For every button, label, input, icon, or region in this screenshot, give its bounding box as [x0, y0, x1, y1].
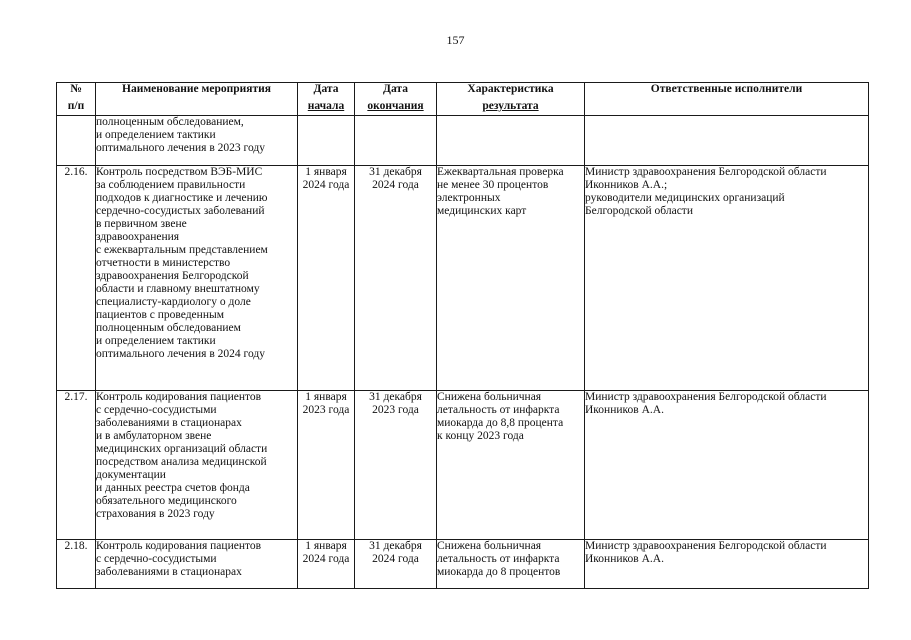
table-header-row — [57, 83, 869, 116]
cell-end: 31 декабря 2024 года — [355, 166, 437, 391]
cell-end: 31 декабря 2023 года — [355, 391, 437, 540]
table-row — [57, 391, 869, 540]
cell-number: 2.16. — [57, 166, 96, 391]
table-row — [57, 166, 869, 391]
cell-result: Снижена больничная летальность от инфаркта миокарда до 8,8 процента к концу 2023 года — [437, 391, 585, 540]
cell-responsible: Министр здравоохранения Белгородской области Иконников А.А.; руководители медицинских организаций Белгородской области — [585, 166, 869, 391]
header-end-date: Дата окончания — [355, 83, 437, 116]
cell-end — [355, 116, 437, 166]
header-name: Наименование мероприятия — [96, 83, 298, 116]
cell-responsible: Министр здравоохранения Белгородской области Иконников А.А. — [585, 540, 869, 589]
header-start-date: Дата начала — [298, 83, 355, 116]
cell-number: 2.17. — [57, 391, 96, 540]
cell-result: Ежеквартальная проверка не менее 30 процентов электронных медицинских карт — [437, 166, 585, 391]
cell-responsible — [585, 116, 869, 166]
cell-name: Контроль посредством ВЭБ-МИС за соблюдением правильности подходов к диагностике и лечению сердечно-сосудистых заболеваний в первичном звене здравоохранения с ежеквартальным представлением отчетности в министерство здравоохранения Белгородской области и главному внештатному специалисту-кардиологу о доле пациентов с проведенным полноценным обследованием и определением тактики оптимального лечения в 2024 году — [96, 166, 298, 391]
cell-number — [57, 116, 96, 166]
cell-start: 1 января 2023 года — [298, 391, 355, 540]
cell-result: Снижена больничная летальность от инфаркта миокарда до 8 процентов — [437, 540, 585, 589]
cell-name: полноценным обследованием, и определением тактики оптимального лечения в 2023 году — [96, 116, 298, 166]
page-number: 157 — [446, 33, 465, 47]
cell-start: 1 января 2024 года — [298, 540, 355, 589]
cell-number: 2.18. — [57, 540, 96, 589]
measures-table — [56, 82, 869, 589]
cell-name: Контроль кодирования пациентов с сердечно-сосудистыми заболеваниями в стационарах и в амбулаторном звене медицинских организаций области посредством анализа медицинской документации и данных реестра счетов фонда обязательного медицинского страхования в 2023 году — [96, 391, 298, 540]
cell-end: 31 декабря 2024 года — [355, 540, 437, 589]
cell-start — [298, 116, 355, 166]
table-row — [57, 540, 869, 589]
cell-start: 1 января 2024 года — [298, 166, 355, 391]
header-responsible: Ответственные исполнители — [585, 83, 869, 116]
cell-responsible: Министр здравоохранения Белгородской области Иконников А.А. — [585, 391, 869, 540]
header-number: № п/п — [57, 83, 96, 116]
header-result: Характеристика результата — [437, 83, 585, 116]
cell-name: Контроль кодирования пациентов с сердечно-сосудистыми заболеваниями в стационарах — [96, 540, 298, 589]
table-row — [57, 116, 869, 166]
cell-result — [437, 116, 585, 166]
